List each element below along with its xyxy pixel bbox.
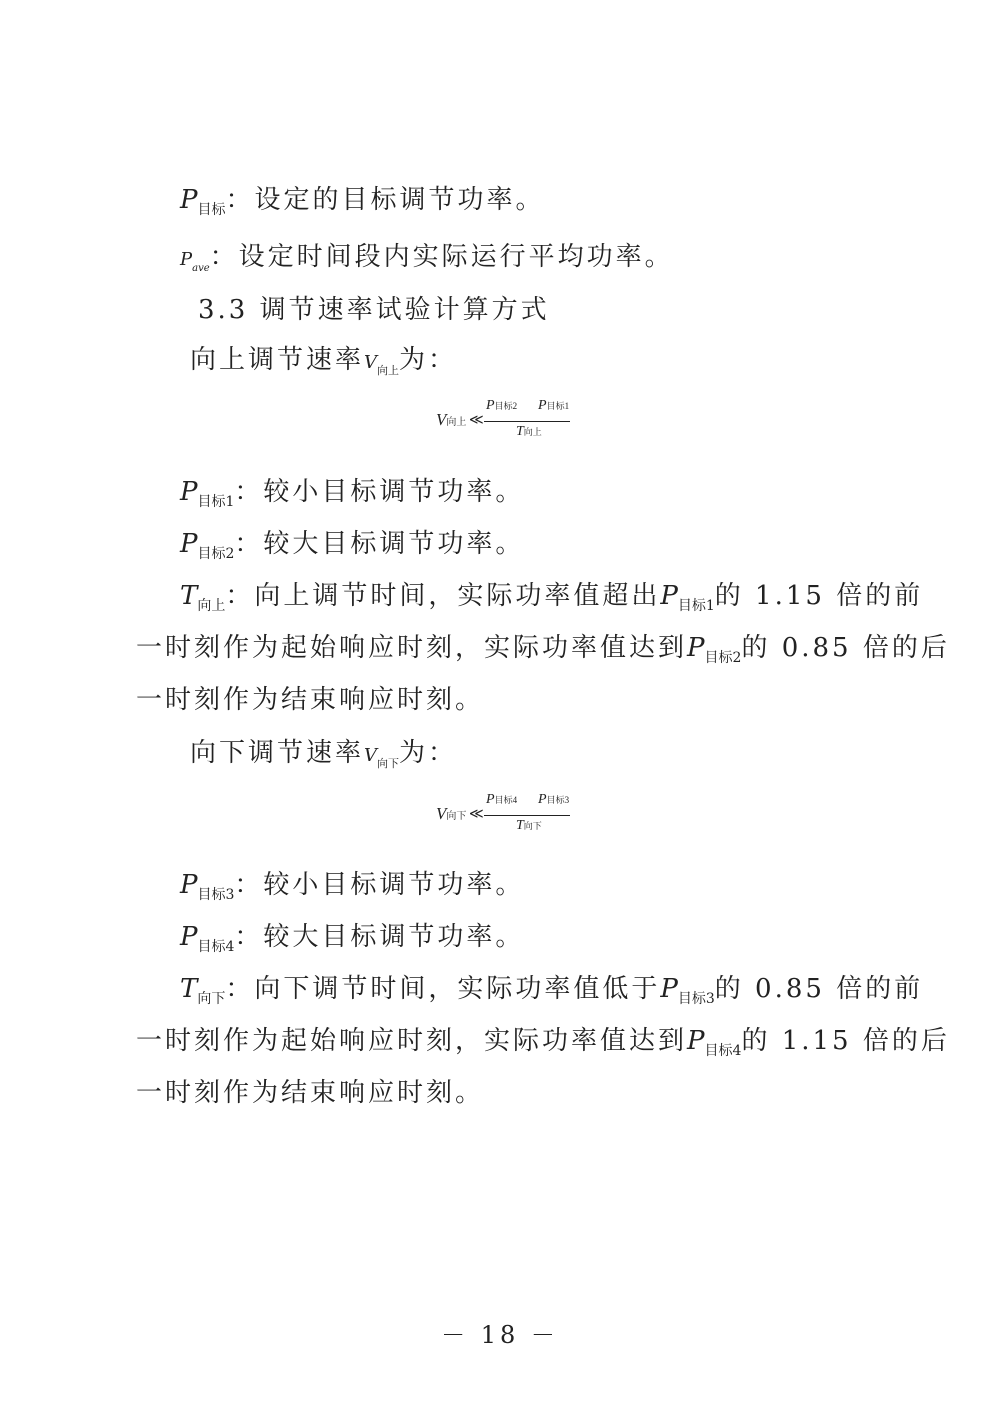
v-symbol: V xyxy=(364,745,378,766)
def-text: ：较大目标调节功率。 xyxy=(234,529,525,559)
def-text: 的 0.85 倍的后 xyxy=(741,633,950,663)
formula-operator: ≪ xyxy=(469,413,484,428)
def-p-target4 xyxy=(180,917,524,967)
formula-numerator-a: P目标2 xyxy=(486,398,518,413)
v-subscript: 向上 xyxy=(377,364,400,377)
p-subscript: 目标1 xyxy=(197,494,235,510)
formula-lhs: V向下 xyxy=(436,804,467,823)
def-text: ：较小目标调节功率。 xyxy=(234,870,525,900)
fraction-bar xyxy=(484,421,570,422)
formula-lhs: V向上 xyxy=(436,410,467,429)
p-symbol: P xyxy=(687,633,705,663)
intro-text: 为： xyxy=(399,738,458,768)
def-t-up-line2 xyxy=(136,628,950,678)
p-symbol: P xyxy=(180,249,193,270)
page-number: － 18 － xyxy=(441,1321,559,1349)
formula-numerator-b: P目标1 xyxy=(538,398,570,413)
p-symbol: P xyxy=(180,922,198,952)
p-symbol: P xyxy=(180,529,198,559)
def-text: 的 1.15 倍的前 xyxy=(714,581,924,611)
def-t-up-line3: 一时刻作为结束响应时刻。 xyxy=(136,685,485,715)
p-subscript: ave xyxy=(192,263,210,274)
def-t-down-line1 xyxy=(180,969,923,1019)
def-text: ：设定时间段内实际运行平均功率。 xyxy=(209,242,674,272)
p-subscript: 目标3 xyxy=(197,887,235,903)
v-symbol: V xyxy=(364,352,378,373)
formula-numerator-b: P目标3 xyxy=(538,792,570,807)
def-text: 的 1.15 倍的后 xyxy=(741,1026,950,1056)
intro-text: 为： xyxy=(399,345,458,375)
p-symbol: P xyxy=(660,974,678,1004)
p-symbol: P xyxy=(687,1026,705,1056)
p-subscript: 目标4 xyxy=(704,1043,742,1059)
section-heading: 3.3 调节速率试验计算方式 xyxy=(198,295,550,325)
def-p-target2 xyxy=(180,524,524,574)
formula-denominator: T向下 xyxy=(516,818,542,833)
p-symbol: P xyxy=(180,477,198,507)
def-t-down-line2 xyxy=(136,1021,950,1071)
down-intro xyxy=(190,733,457,784)
def-t-up-line1 xyxy=(180,576,923,626)
def-text: 一时刻作为起始响应时刻，实际功率值达到 xyxy=(136,633,688,663)
t-symbol: T xyxy=(180,581,198,611)
def-text: 一时刻作为起始响应时刻，实际功率值达到 xyxy=(136,1026,688,1056)
def-t-down-line3: 一时刻作为结束响应时刻。 xyxy=(136,1078,485,1108)
p-subscript: 目标3 xyxy=(677,991,715,1007)
p-subscript: 目标 xyxy=(197,202,226,218)
formula-denominator: T向上 xyxy=(516,424,542,439)
formula-up xyxy=(436,398,576,448)
intro-text: 向上调节速率 xyxy=(190,345,365,375)
p-subscript: 目标1 xyxy=(677,598,715,614)
def-p-target3 xyxy=(180,865,524,915)
def-text: ：较小目标调节功率。 xyxy=(234,477,525,507)
t-subscript: 向下 xyxy=(197,991,226,1007)
p-subscript: 目标2 xyxy=(197,546,235,562)
p-subscript: 目标2 xyxy=(704,650,742,666)
def-text: ：向上调节时间，实际功率值超出 xyxy=(225,581,661,611)
def-text: ：较大目标调节功率。 xyxy=(234,922,525,952)
def-text: ：设定的目标调节功率。 xyxy=(225,185,545,215)
fraction-bar xyxy=(484,815,570,816)
p-symbol: P xyxy=(180,185,198,215)
intro-text: 向下调节速率 xyxy=(190,738,365,768)
formula-numerator-a: P目标4 xyxy=(486,792,518,807)
def-text: 的 0.85 倍的前 xyxy=(714,974,924,1004)
def-text: ：向下调节时间，实际功率值低于 xyxy=(225,974,661,1004)
t-symbol: T xyxy=(180,974,198,1004)
p-symbol: P xyxy=(180,870,198,900)
up-intro xyxy=(190,340,457,391)
p-symbol: P xyxy=(660,581,678,611)
v-subscript: 向下 xyxy=(377,757,400,770)
def-p-target xyxy=(180,180,545,230)
p-subscript: 目标4 xyxy=(197,939,235,955)
t-subscript: 向上 xyxy=(197,598,226,614)
formula-operator: ≪ xyxy=(469,807,484,822)
formula-down xyxy=(436,792,576,842)
def-p-target1 xyxy=(180,472,524,522)
def-p-ave xyxy=(180,237,674,289)
